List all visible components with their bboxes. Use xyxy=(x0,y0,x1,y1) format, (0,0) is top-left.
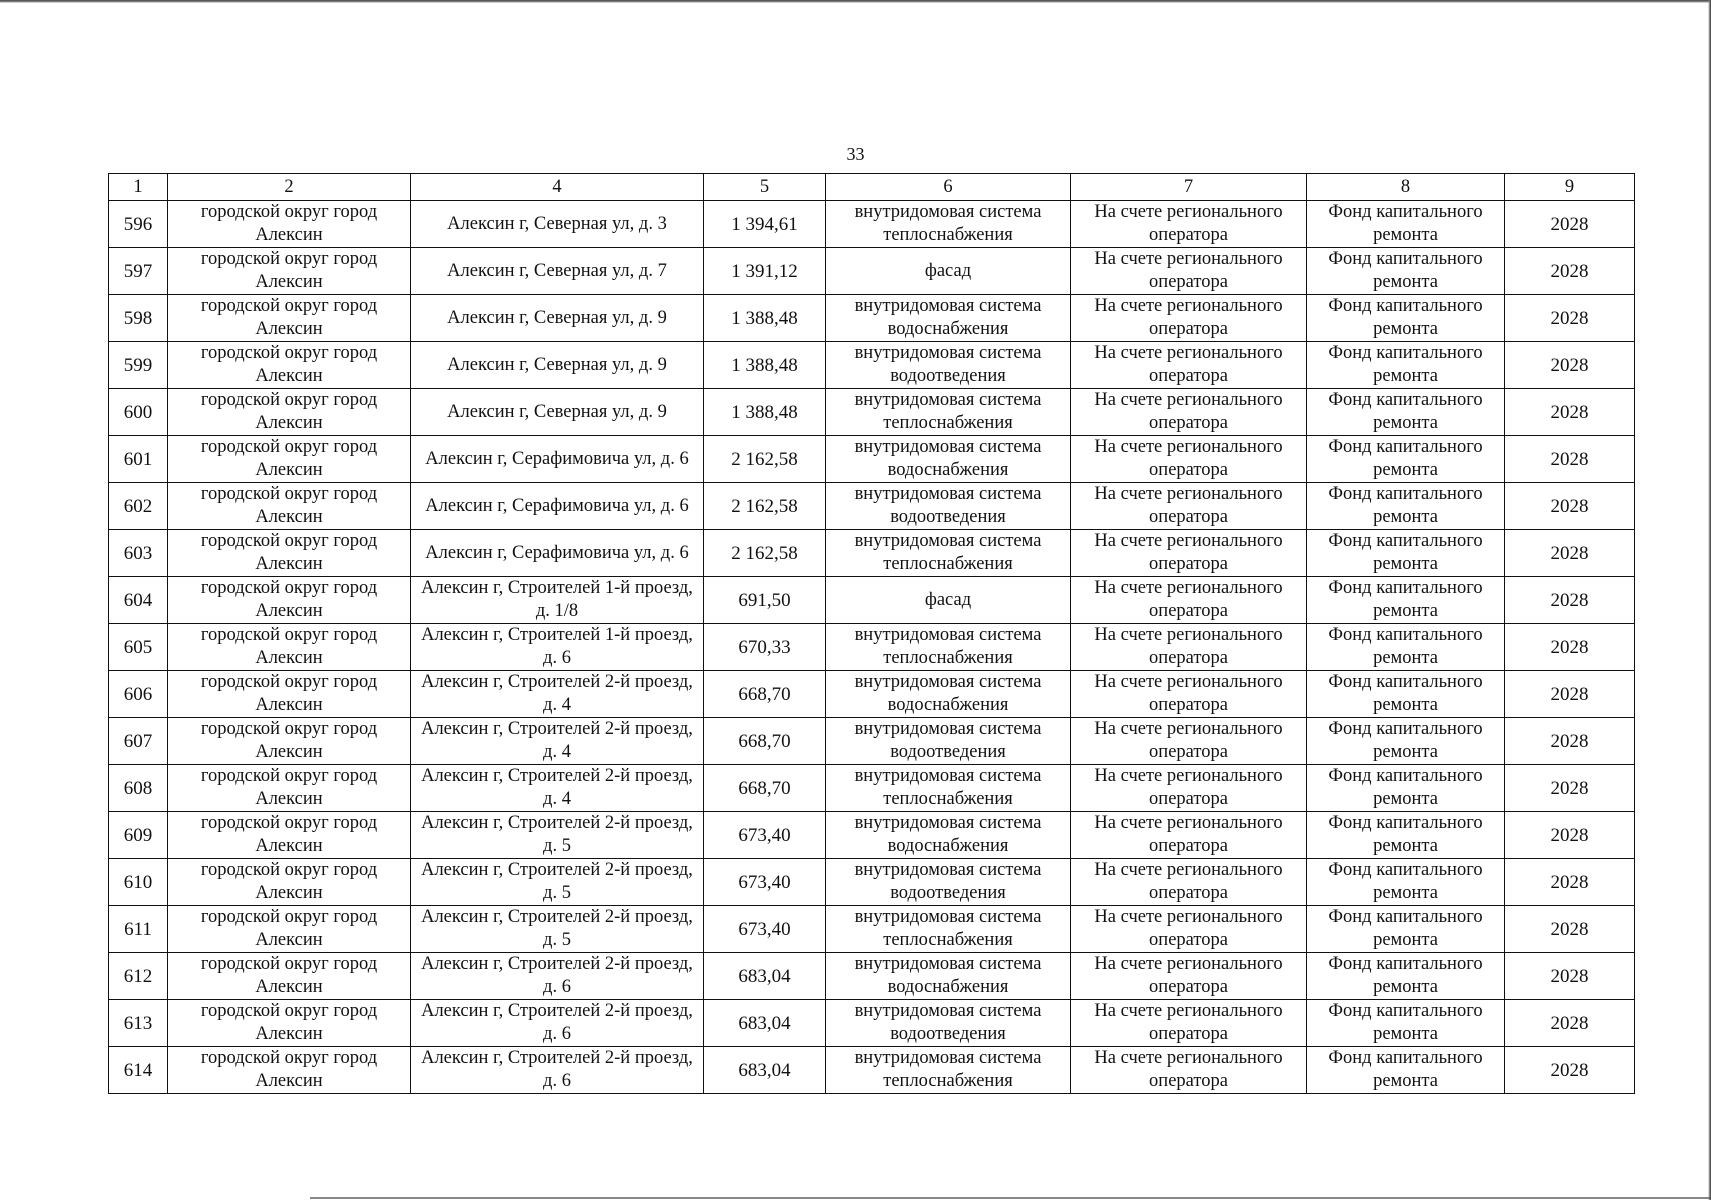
address-cell: Алексин г, Строителей 2-й проезд, д. 6 xyxy=(411,1047,704,1094)
account-cell: На счете регионального оператора xyxy=(1071,718,1307,765)
work-type-cell: внутридомовая система теплоснабжения xyxy=(826,389,1071,436)
address-cell: Алексин г, Строителей 2-й проезд, д. 5 xyxy=(411,812,704,859)
account-cell: На счете регионального оператора xyxy=(1071,483,1307,530)
address-cell: Алексин г, Строителей 2-й проезд, д. 6 xyxy=(411,953,704,1000)
account-cell: На счете регионального оператора xyxy=(1071,295,1307,342)
data-table xyxy=(108,173,1635,1094)
area-cell: 2 162,58 xyxy=(704,436,826,483)
row-number-cell: 607 xyxy=(109,718,168,765)
table-row xyxy=(109,436,1635,483)
municipality-cell: городской округ город Алексин xyxy=(168,389,411,436)
table-row xyxy=(109,295,1635,342)
account-cell: На счете регионального оператора xyxy=(1071,389,1307,436)
area-cell: 2 162,58 xyxy=(704,530,826,577)
year-cell: 2028 xyxy=(1505,248,1635,295)
work-type-cell: внутридомовая система водоснабжения xyxy=(826,671,1071,718)
table-row xyxy=(109,1000,1635,1047)
row-number-cell: 612 xyxy=(109,953,168,1000)
column-header: 8 xyxy=(1307,174,1505,201)
funding-source-cell: Фонд капитального ремонта xyxy=(1307,248,1505,295)
funding-source-cell: Фонд капитального ремонта xyxy=(1307,1047,1505,1094)
column-header: 6 xyxy=(826,174,1071,201)
row-number-cell: 604 xyxy=(109,577,168,624)
work-type-cell: внутридомовая система водоотведения xyxy=(826,1000,1071,1047)
row-number-cell: 600 xyxy=(109,389,168,436)
address-cell: Алексин г, Строителей 2-й проезд, д. 4 xyxy=(411,718,704,765)
funding-source-cell: Фонд капитального ремонта xyxy=(1307,342,1505,389)
municipality-cell: городской округ город Алексин xyxy=(168,577,411,624)
account-cell: На счете регионального оператора xyxy=(1071,1047,1307,1094)
area-cell: 2 162,58 xyxy=(704,483,826,530)
address-cell: Алексин г, Северная ул, д. 9 xyxy=(411,295,704,342)
table-row xyxy=(109,765,1635,812)
funding-source-cell: Фонд капитального ремонта xyxy=(1307,906,1505,953)
area-cell: 683,04 xyxy=(704,953,826,1000)
work-type-cell: внутридомовая система водоснабжения xyxy=(826,812,1071,859)
area-cell: 683,04 xyxy=(704,1047,826,1094)
municipality-cell: городской округ город Алексин xyxy=(168,295,411,342)
row-number-cell: 603 xyxy=(109,530,168,577)
address-cell: Алексин г, Строителей 2-й проезд, д. 4 xyxy=(411,765,704,812)
account-cell: На счете регионального оператора xyxy=(1071,671,1307,718)
municipality-cell: городской округ город Алексин xyxy=(168,483,411,530)
account-cell: На счете регионального оператора xyxy=(1071,624,1307,671)
table-row xyxy=(109,906,1635,953)
work-type-cell: фасад xyxy=(826,577,1071,624)
year-cell: 2028 xyxy=(1505,530,1635,577)
work-type-cell: внутридомовая система водоотведения xyxy=(826,342,1071,389)
table-row xyxy=(109,483,1635,530)
table-row xyxy=(109,671,1635,718)
table-row xyxy=(109,577,1635,624)
address-cell: Алексин г, Строителей 2-й проезд, д. 4 xyxy=(411,671,704,718)
row-number-cell: 602 xyxy=(109,483,168,530)
row-number-cell: 614 xyxy=(109,1047,168,1094)
funding-source-cell: Фонд капитального ремонта xyxy=(1307,765,1505,812)
municipality-cell: городской округ город Алексин xyxy=(168,1000,411,1047)
work-type-cell: внутридомовая система водоотведения xyxy=(826,718,1071,765)
account-cell: На счете регионального оператора xyxy=(1071,859,1307,906)
area-cell: 683,04 xyxy=(704,1000,826,1047)
work-type-cell: внутридомовая система теплоснабжения xyxy=(826,906,1071,953)
municipality-cell: городской округ город Алексин xyxy=(168,342,411,389)
work-type-cell: внутридомовая система теплоснабжения xyxy=(826,765,1071,812)
area-cell: 668,70 xyxy=(704,765,826,812)
year-cell: 2028 xyxy=(1505,953,1635,1000)
row-number-cell: 606 xyxy=(109,671,168,718)
funding-source-cell: Фонд капитального ремонта xyxy=(1307,812,1505,859)
address-cell: Алексин г, Строителей 1-й проезд, д. 6 xyxy=(411,624,704,671)
table-row xyxy=(109,342,1635,389)
year-cell: 2028 xyxy=(1505,718,1635,765)
row-number-cell: 601 xyxy=(109,436,168,483)
area-cell: 1 388,48 xyxy=(704,389,826,436)
funding-source-cell: Фонд капитального ремонта xyxy=(1307,295,1505,342)
account-cell: На счете регионального оператора xyxy=(1071,530,1307,577)
row-number-cell: 609 xyxy=(109,812,168,859)
year-cell: 2028 xyxy=(1505,1000,1635,1047)
row-number-cell: 613 xyxy=(109,1000,168,1047)
account-cell: На счете регионального оператора xyxy=(1071,577,1307,624)
account-cell: На счете регионального оператора xyxy=(1071,1000,1307,1047)
year-cell: 2028 xyxy=(1505,859,1635,906)
row-number-cell: 611 xyxy=(109,906,168,953)
funding-source-cell: Фонд капитального ремонта xyxy=(1307,436,1505,483)
account-cell: На счете регионального оператора xyxy=(1071,906,1307,953)
column-header: 9 xyxy=(1505,174,1635,201)
column-header: 2 xyxy=(168,174,411,201)
year-cell: 2028 xyxy=(1505,295,1635,342)
row-number-cell: 596 xyxy=(109,201,168,248)
account-cell: На счете регионального оператора xyxy=(1071,248,1307,295)
year-cell: 2028 xyxy=(1505,765,1635,812)
municipality-cell: городской округ город Алексин xyxy=(168,248,411,295)
funding-source-cell: Фонд капитального ремонта xyxy=(1307,718,1505,765)
work-type-cell: фасад xyxy=(826,248,1071,295)
year-cell: 2028 xyxy=(1505,812,1635,859)
area-cell: 1 391,12 xyxy=(704,248,826,295)
area-cell: 673,40 xyxy=(704,812,826,859)
page-number: 33 xyxy=(846,144,865,164)
area-cell: 1 388,48 xyxy=(704,295,826,342)
funding-source-cell: Фонд капитального ремонта xyxy=(1307,1000,1505,1047)
work-type-cell: внутридомовая система водоснабжения xyxy=(826,295,1071,342)
municipality-cell: городской округ город Алексин xyxy=(168,906,411,953)
municipality-cell: городской округ город Алексин xyxy=(168,718,411,765)
municipality-cell: городской округ город Алексин xyxy=(168,530,411,577)
work-type-cell: внутридомовая система теплоснабжения xyxy=(826,1047,1071,1094)
area-cell: 673,40 xyxy=(704,906,826,953)
work-type-cell: внутридомовая система теплоснабжения xyxy=(826,624,1071,671)
year-cell: 2028 xyxy=(1505,201,1635,248)
funding-source-cell: Фонд капитального ремонта xyxy=(1307,953,1505,1000)
work-type-cell: внутридомовая система водоотведения xyxy=(826,859,1071,906)
table-row xyxy=(109,953,1635,1000)
municipality-cell: городской округ город Алексин xyxy=(168,859,411,906)
year-cell: 2028 xyxy=(1505,1047,1635,1094)
year-cell: 2028 xyxy=(1505,389,1635,436)
area-cell: 1 394,61 xyxy=(704,201,826,248)
funding-source-cell: Фонд капитального ремонта xyxy=(1307,671,1505,718)
year-cell: 2028 xyxy=(1505,436,1635,483)
year-cell: 2028 xyxy=(1505,906,1635,953)
municipality-cell: городской округ город Алексин xyxy=(168,953,411,1000)
table-row xyxy=(109,248,1635,295)
table-row xyxy=(109,389,1635,436)
address-cell: Алексин г, Строителей 2-й проезд, д. 5 xyxy=(411,859,704,906)
funding-source-cell: Фонд капитального ремонта xyxy=(1307,201,1505,248)
funding-source-cell: Фонд капитального ремонта xyxy=(1307,859,1505,906)
scan-edge-bottom xyxy=(310,1197,1711,1199)
year-cell: 2028 xyxy=(1505,577,1635,624)
row-number-cell: 598 xyxy=(109,295,168,342)
year-cell: 2028 xyxy=(1505,342,1635,389)
area-cell: 670,33 xyxy=(704,624,826,671)
work-type-cell: внутридомовая система теплоснабжения xyxy=(826,530,1071,577)
table-row xyxy=(109,530,1635,577)
municipality-cell: городской округ город Алексин xyxy=(168,812,411,859)
address-cell: Алексин г, Строителей 1-й проезд, д. 1/8 xyxy=(411,577,704,624)
column-header: 1 xyxy=(109,174,168,201)
column-header: 7 xyxy=(1071,174,1307,201)
table-row xyxy=(109,859,1635,906)
row-number-cell: 599 xyxy=(109,342,168,389)
funding-source-cell: Фонд капитального ремонта xyxy=(1307,530,1505,577)
address-cell: Алексин г, Северная ул, д. 3 xyxy=(411,201,704,248)
table-row xyxy=(109,812,1635,859)
area-cell: 1 388,48 xyxy=(704,342,826,389)
table-row xyxy=(109,201,1635,248)
address-cell: Алексин г, Серафимовича ул, д. 6 xyxy=(411,483,704,530)
table-row xyxy=(109,718,1635,765)
row-number-cell: 608 xyxy=(109,765,168,812)
address-cell: Алексин г, Строителей 2-й проезд, д. 5 xyxy=(411,906,704,953)
work-type-cell: внутридомовая система водоснабжения xyxy=(826,436,1071,483)
account-cell: На счете регионального оператора xyxy=(1071,436,1307,483)
address-cell: Алексин г, Серафимовича ул, д. 6 xyxy=(411,530,704,577)
table-row xyxy=(109,1047,1635,1094)
work-type-cell: внутридомовая система водоснабжения xyxy=(826,953,1071,1000)
account-cell: На счете регионального оператора xyxy=(1071,812,1307,859)
year-cell: 2028 xyxy=(1505,624,1635,671)
column-header: 5 xyxy=(704,174,826,201)
account-cell: На счете регионального оператора xyxy=(1071,201,1307,248)
municipality-cell: городской округ город Алексин xyxy=(168,201,411,248)
municipality-cell: городской округ город Алексин xyxy=(168,1047,411,1094)
address-cell: Алексин г, Северная ул, д. 7 xyxy=(411,248,704,295)
municipality-cell: городской округ город Алексин xyxy=(168,624,411,671)
area-cell: 691,50 xyxy=(704,577,826,624)
work-type-cell: внутридомовая система водоотведения xyxy=(826,483,1071,530)
funding-source-cell: Фонд капитального ремонта xyxy=(1307,577,1505,624)
funding-source-cell: Фонд капитального ремонта xyxy=(1307,624,1505,671)
account-cell: На счете регионального оператора xyxy=(1071,342,1307,389)
address-cell: Алексин г, Северная ул, д. 9 xyxy=(411,389,704,436)
column-header: 4 xyxy=(411,174,704,201)
municipality-cell: городской округ город Алексин xyxy=(168,765,411,812)
account-cell: На счете регионального оператора xyxy=(1071,765,1307,812)
year-cell: 2028 xyxy=(1505,483,1635,530)
address-cell: Алексин г, Северная ул, д. 9 xyxy=(411,342,704,389)
scan-edge-top xyxy=(0,0,1711,3)
account-cell: На счете регионального оператора xyxy=(1071,953,1307,1000)
row-number-cell: 597 xyxy=(109,248,168,295)
funding-source-cell: Фонд капитального ремонта xyxy=(1307,389,1505,436)
area-cell: 673,40 xyxy=(704,859,826,906)
address-cell: Алексин г, Строителей 2-й проезд, д. 6 xyxy=(411,1000,704,1047)
area-cell: 668,70 xyxy=(704,718,826,765)
address-cell: Алексин г, Серафимовича ул, д. 6 xyxy=(411,436,704,483)
table-row xyxy=(109,624,1635,671)
header-row xyxy=(109,174,1635,201)
municipality-cell: городской округ город Алексин xyxy=(168,436,411,483)
area-cell: 668,70 xyxy=(704,671,826,718)
row-number-cell: 610 xyxy=(109,859,168,906)
row-number-cell: 605 xyxy=(109,624,168,671)
funding-source-cell: Фонд капитального ремонта xyxy=(1307,483,1505,530)
work-type-cell: внутридомовая система теплоснабжения xyxy=(826,201,1071,248)
year-cell: 2028 xyxy=(1505,671,1635,718)
municipality-cell: городской округ город Алексин xyxy=(168,671,411,718)
